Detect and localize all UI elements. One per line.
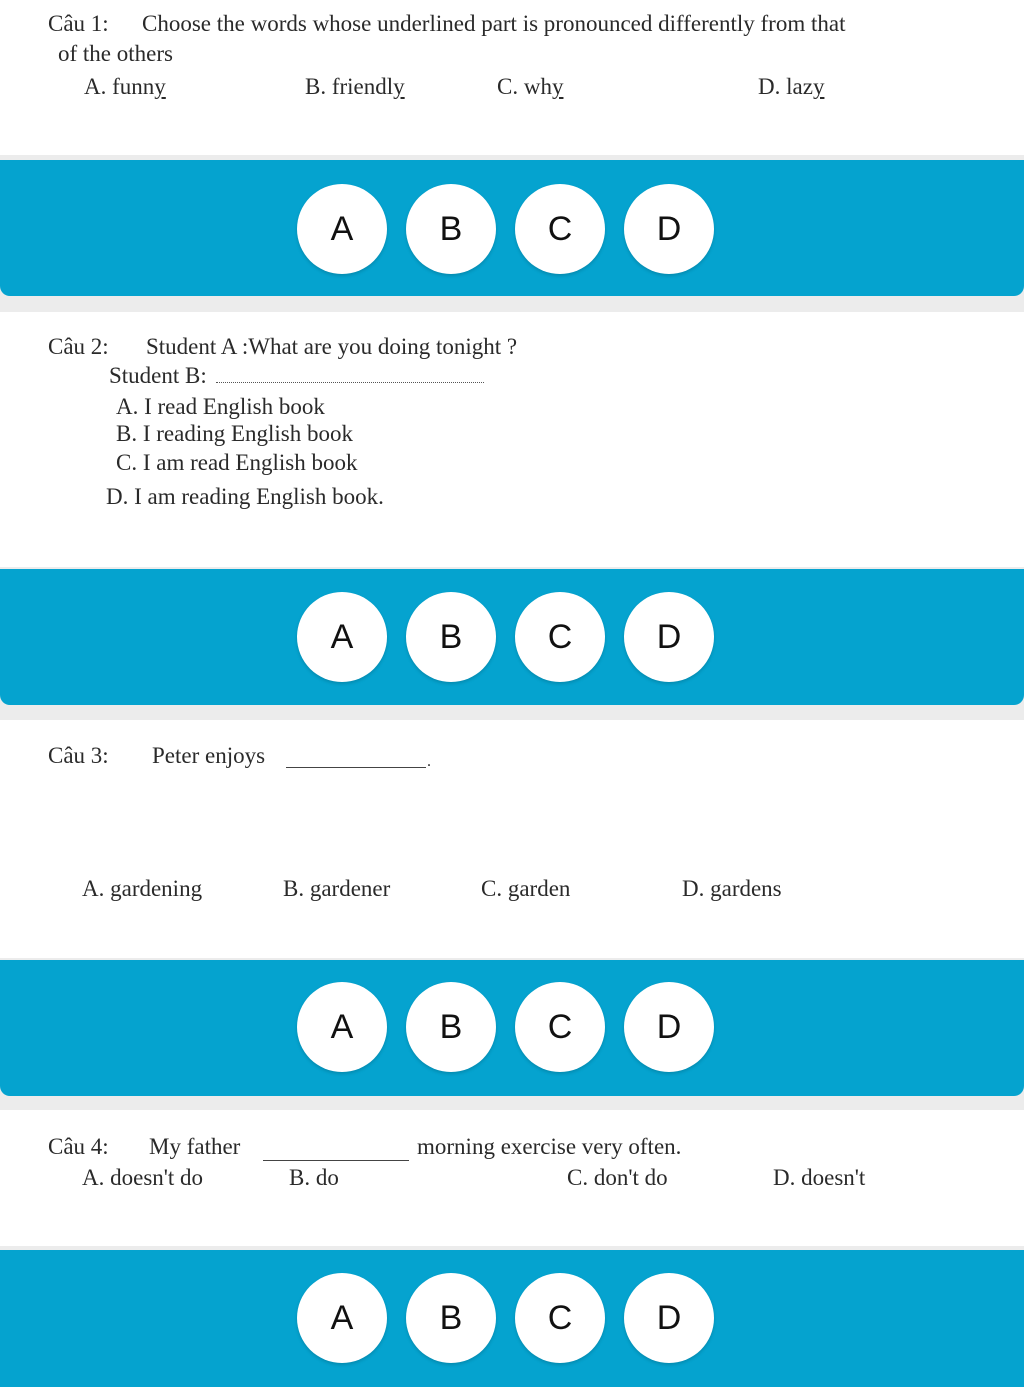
answer-c-button[interactable]: C [515, 592, 605, 682]
sentence-end: . [427, 753, 431, 770]
option-a: A. doesn't do [82, 1165, 204, 1190]
answer-bar-4 [0, 1250, 1024, 1387]
option-a: A. gardening [82, 876, 203, 901]
answer-blank [263, 1160, 409, 1161]
answer-c-button[interactable]: C [515, 982, 605, 1072]
answer-b-button[interactable]: B [406, 184, 496, 274]
option-a: A. funny [84, 74, 166, 99]
question-text-after: morning exercise very often. [417, 1134, 682, 1159]
option-b: B. do [289, 1165, 339, 1190]
question-text-continued: of the others [58, 41, 173, 66]
option-b: B. friendly [305, 74, 405, 99]
answer-a-button[interactable]: A [297, 1273, 387, 1363]
option-d: D. doesn't [773, 1165, 866, 1190]
answer-a-button[interactable]: A [297, 592, 387, 682]
option-d: D. I am reading English book. [106, 484, 384, 509]
question-number: Câu 3: [48, 743, 109, 768]
answer-b-button[interactable]: B [406, 982, 496, 1072]
question-text: Student A :What are you doing tonight ? [146, 334, 518, 359]
answer-bar-1 [0, 160, 1024, 296]
answer-a-button[interactable]: A [297, 184, 387, 274]
option-c: C. I am read English book [116, 450, 358, 475]
answer-blank [286, 767, 426, 768]
answer-bar-3 [0, 960, 1024, 1096]
answer-blank [216, 382, 484, 383]
question-text: Peter enjoys [152, 743, 266, 768]
question-text: Choose the words whose underlined part is pronounced differently from that [142, 11, 846, 36]
option-d: D. lazy [758, 74, 825, 99]
option-c: C. why [497, 74, 564, 99]
answer-c-button[interactable]: C [515, 1273, 605, 1363]
option-a: A. I read English book [116, 394, 325, 419]
question-text: My father [149, 1134, 241, 1159]
option-d: D. gardens [682, 876, 782, 901]
answer-d-button[interactable]: D [624, 982, 714, 1072]
answer-b-button[interactable]: B [406, 1273, 496, 1363]
option-c: C. garden [481, 876, 571, 901]
option-c: C. don't do [567, 1165, 668, 1190]
answer-d-button[interactable]: D [624, 592, 714, 682]
answer-d-button[interactable]: D [624, 1273, 714, 1363]
answer-bar-2 [0, 569, 1024, 705]
answer-d-button[interactable]: D [624, 184, 714, 274]
question-number: Câu 4: [48, 1134, 109, 1159]
question-number: Câu 1: [48, 11, 109, 36]
question-number: Câu 2: [48, 334, 109, 359]
option-b: B. I reading English book [116, 421, 353, 446]
answer-b-button[interactable]: B [406, 592, 496, 682]
answer-a-button[interactable]: A [297, 982, 387, 1072]
option-b: B. gardener [283, 876, 391, 901]
student-b-label: Student B: [109, 363, 207, 388]
answer-c-button[interactable]: C [515, 184, 605, 274]
